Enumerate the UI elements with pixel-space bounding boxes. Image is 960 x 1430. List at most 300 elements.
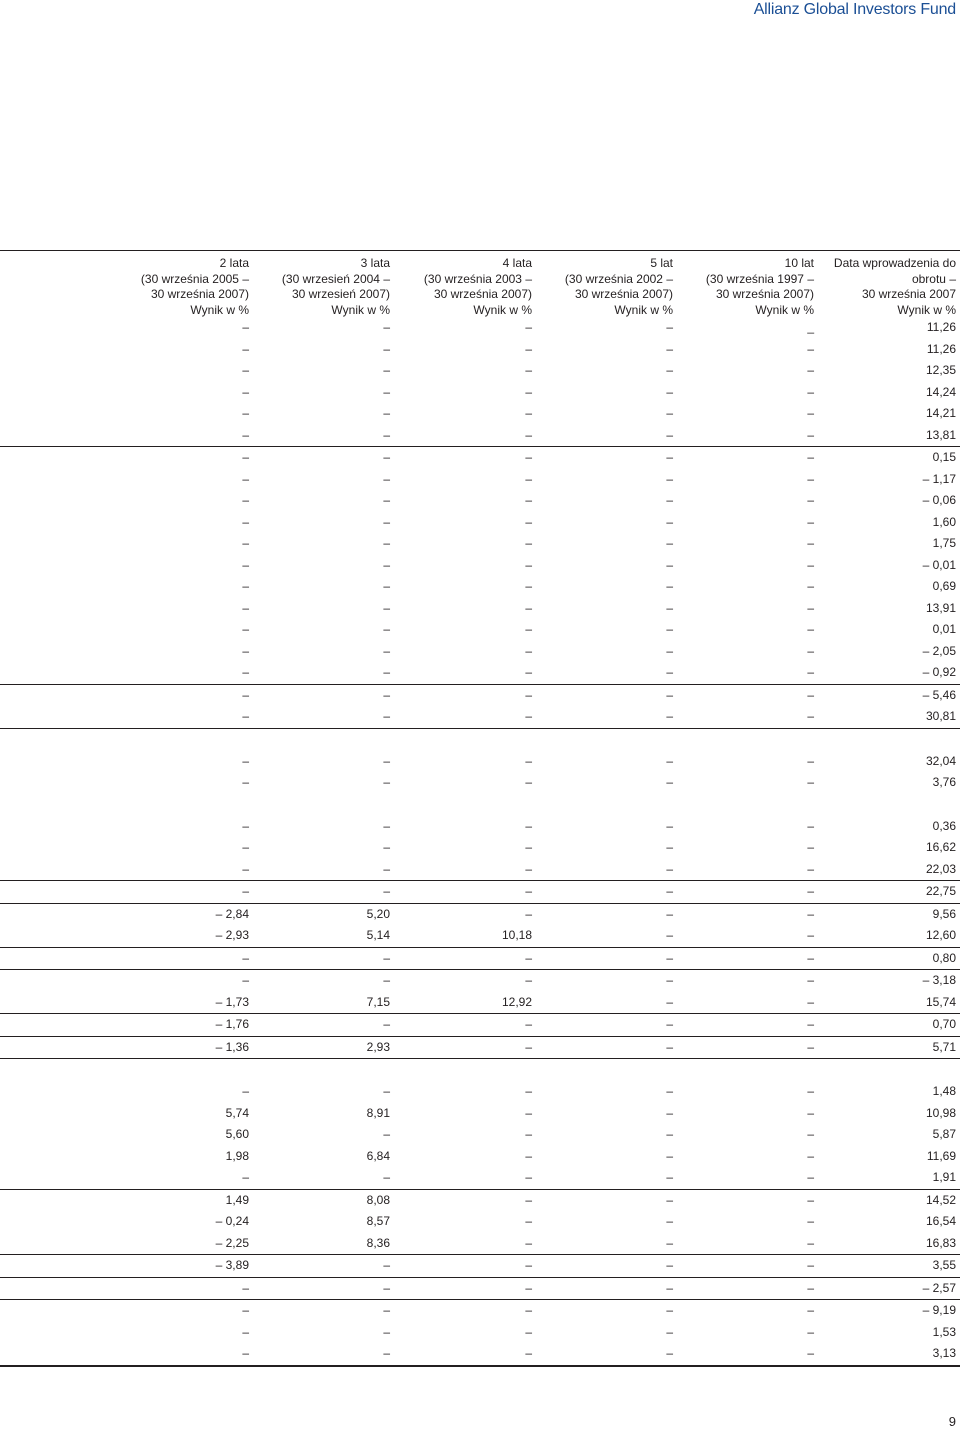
- table-cell: –: [807, 471, 814, 486]
- table-cell: –: [807, 341, 814, 356]
- table-cell: –: [383, 861, 390, 876]
- table-cell: 0,15: [932, 450, 956, 464]
- table-spacer-row: [0, 729, 960, 751]
- table-cell: 3,13: [932, 1346, 956, 1360]
- table-cell: –: [666, 1148, 673, 1163]
- table-row: [0, 1037, 960, 1060]
- table-cell: 5,60: [225, 1127, 249, 1141]
- table-row: [0, 685, 960, 707]
- table-cell: –: [666, 1017, 673, 1031]
- table-cell: –: [242, 1324, 249, 1339]
- table-cell: –: [807, 1148, 814, 1163]
- table-header: [0, 251, 960, 317]
- table-cell: –: [807, 1127, 814, 1141]
- table-cell: –: [242, 665, 249, 679]
- table-row: [0, 1190, 960, 1212]
- header-4-years: 4 lata (30 września 2003 – 30 września 2007) Wynik w %: [423, 256, 532, 318]
- table-cell: –: [807, 1303, 814, 1317]
- table-cell: – 5,46: [922, 687, 956, 702]
- table-cell: 1,91: [932, 1170, 956, 1184]
- table-cell: –: [242, 775, 249, 789]
- table-cell: –: [666, 622, 673, 636]
- table-cell: –: [525, 1148, 532, 1163]
- table-cell: –: [807, 753, 814, 768]
- table-cell: –: [807, 427, 814, 442]
- table-cell: 8,57: [366, 1214, 390, 1228]
- table-row: [0, 490, 960, 512]
- table-cell: –: [242, 884, 249, 898]
- table-cell: –: [525, 818, 532, 833]
- table-cell: –: [242, 1084, 249, 1098]
- table-cell: –: [383, 1346, 390, 1360]
- table-cell: –: [383, 320, 390, 334]
- table-cell: –: [807, 557, 814, 572]
- table-row: [0, 706, 960, 729]
- table-cell: –: [383, 687, 390, 702]
- table-cell: –: [383, 818, 390, 833]
- table-cell: –: [666, 363, 673, 377]
- table-cell: –: [242, 363, 249, 377]
- table-cell: –: [242, 493, 249, 507]
- table-cell: –: [383, 1084, 390, 1098]
- table-cell: – 2,05: [922, 643, 956, 658]
- table-cell: –: [807, 1346, 814, 1360]
- table-cell: –: [807, 861, 814, 876]
- table-cell: –: [807, 643, 814, 658]
- table-cell: –: [807, 600, 814, 615]
- table-cell: –: [525, 557, 532, 572]
- table-cell: –: [807, 579, 814, 593]
- table-cell: –: [807, 994, 814, 1009]
- table-cell: 5,87: [932, 1127, 956, 1141]
- table-cell: 14,24: [925, 384, 956, 399]
- table-cell: –: [666, 1170, 673, 1184]
- table-cell: –: [525, 341, 532, 356]
- table-cell: –: [807, 1258, 814, 1272]
- table-cell: –: [242, 536, 249, 550]
- table-cell: 5,20: [366, 906, 390, 921]
- table-cell: –: [242, 687, 249, 702]
- table-row: [0, 469, 960, 491]
- table-cell: 0,36: [932, 818, 956, 833]
- table-cell: –: [383, 950, 390, 965]
- table-cell: –: [807, 384, 814, 399]
- table-cell: – 2,57: [922, 1280, 956, 1295]
- table-cell: –: [525, 840, 532, 854]
- table-cell: –: [666, 665, 673, 679]
- table-cell: –: [666, 884, 673, 898]
- table-cell: 12,35: [925, 363, 956, 377]
- table-cell: –: [807, 818, 814, 833]
- table-cell: 0,80: [932, 950, 956, 965]
- table-cell: 3,55: [932, 1258, 956, 1272]
- table-cell: –: [525, 536, 532, 550]
- table-row: [0, 403, 960, 425]
- table-cell: 3,76: [932, 775, 956, 789]
- table-cell: –: [666, 840, 673, 854]
- table-cell: –: [525, 384, 532, 399]
- table-cell: 11,26: [926, 341, 956, 356]
- table-cell: –: [525, 1346, 532, 1360]
- table-cell: –: [807, 950, 814, 965]
- table-row: [0, 1124, 960, 1146]
- table-cell: –: [666, 427, 673, 442]
- table-cell: –: [383, 450, 390, 464]
- table-cell: _: [807, 320, 814, 334]
- table-cell: –: [242, 1170, 249, 1184]
- table-row: [0, 772, 960, 794]
- table-cell: –: [525, 320, 532, 334]
- table-cell: –: [242, 622, 249, 636]
- table-cell: –: [666, 994, 673, 1009]
- table-cell: –: [525, 1192, 532, 1207]
- table-cell: 1,98: [225, 1148, 249, 1163]
- table-cell: –: [525, 665, 532, 679]
- table-cell: 12,92: [501, 994, 532, 1009]
- table-cell: 11,69: [926, 1148, 956, 1163]
- table-cell: –: [807, 1017, 814, 1031]
- table-row: [0, 837, 960, 859]
- table-cell: –: [666, 1324, 673, 1339]
- table-row: [0, 816, 960, 838]
- table-cell: –: [242, 406, 249, 420]
- table-cell: –: [525, 709, 532, 723]
- table-cell: –: [666, 928, 673, 942]
- table-cell: –: [666, 753, 673, 768]
- table-cell: –: [525, 406, 532, 420]
- table-cell: –: [383, 643, 390, 658]
- table-cell: 22,75: [925, 884, 956, 898]
- table-row: [0, 992, 960, 1015]
- table-cell: –: [242, 600, 249, 615]
- table-cell: –: [807, 514, 814, 529]
- table-cell: – 0,06: [922, 493, 956, 507]
- table-cell: – 1,73: [215, 994, 249, 1009]
- table-cell: 32,04: [925, 753, 956, 768]
- table-cell: –: [525, 579, 532, 593]
- table-cell: –: [383, 1017, 390, 1031]
- table-cell: –: [807, 622, 814, 636]
- table-body: [0, 317, 960, 1365]
- table-cell: –: [807, 406, 814, 420]
- table-cell: –: [525, 471, 532, 486]
- table-cell: –: [525, 514, 532, 529]
- table-row: [0, 904, 960, 926]
- table-cell: –: [807, 973, 814, 987]
- table-cell: 6,84: [366, 1148, 390, 1163]
- table-spacer-row: [0, 1059, 960, 1081]
- header-5-years: 5 lat (30 września 2002 – 30 września 2007) Wynik w %: [564, 256, 673, 318]
- table-cell: –: [666, 536, 673, 550]
- table-cell: –: [242, 818, 249, 833]
- table-cell: –: [666, 600, 673, 615]
- table-cell: –: [807, 928, 814, 942]
- table-row: [0, 1255, 960, 1278]
- table-cell: –: [666, 1214, 673, 1228]
- table-cell: –: [525, 450, 532, 464]
- table-cell: –: [807, 906, 814, 921]
- table-cell: –: [666, 514, 673, 529]
- table-cell: –: [807, 1039, 814, 1054]
- table-cell: –: [666, 341, 673, 356]
- table-cell: – 2,84: [215, 906, 249, 921]
- table-cell: 2,93: [366, 1039, 390, 1054]
- table-cell: –: [525, 1039, 532, 1054]
- table-cell: 12,60: [925, 928, 956, 942]
- table-cell: –: [666, 1235, 673, 1250]
- table-cell: 1,75: [932, 536, 956, 550]
- table-cell: – 1,36: [215, 1039, 249, 1054]
- table-row: [0, 662, 960, 685]
- table-cell: 5,71: [932, 1039, 956, 1054]
- table-row: [0, 598, 960, 620]
- table-cell: –: [383, 1127, 390, 1141]
- table-cell: 0,01: [932, 622, 956, 636]
- table-row: [0, 1167, 960, 1190]
- table-cell: –: [525, 1084, 532, 1098]
- table-cell: – 1,17: [922, 471, 956, 486]
- table-cell: 16,83: [925, 1235, 956, 1250]
- table-cell: –: [525, 363, 532, 377]
- table-cell: 13,91: [925, 600, 956, 615]
- brand-title: Allianz Global Investors Fund: [753, 1, 956, 18]
- table-cell: 10,18: [501, 928, 532, 942]
- table-cell: –: [666, 643, 673, 658]
- table-cell: –: [666, 775, 673, 789]
- table-cell: – 0,24: [215, 1214, 249, 1228]
- table-cell: –: [807, 450, 814, 464]
- table-cell: –: [666, 557, 673, 572]
- table-cell: –: [242, 471, 249, 486]
- table-cell: –: [666, 320, 673, 334]
- table-cell: –: [666, 818, 673, 833]
- table-cell: –: [383, 1170, 390, 1184]
- table-cell: –: [807, 1324, 814, 1339]
- table-cell: –: [525, 687, 532, 702]
- table-cell: –: [383, 341, 390, 356]
- table-row: [0, 925, 960, 948]
- table-cell: –: [525, 973, 532, 987]
- table-cell: – 0,92: [922, 665, 956, 679]
- table-cell: 11,26: [926, 320, 956, 334]
- table-cell: –: [666, 1192, 673, 1207]
- table-cell: – 9,19: [922, 1303, 956, 1317]
- table-cell: 1,49: [225, 1192, 249, 1207]
- table-cell: –: [383, 1280, 390, 1295]
- table-cell: 16,54: [925, 1214, 956, 1228]
- table-cell: –: [666, 1346, 673, 1360]
- table-cell: –: [525, 427, 532, 442]
- table-cell: –: [242, 1280, 249, 1295]
- table-cell: –: [807, 665, 814, 679]
- header-2-years: 2 lata (30 września 2005 – 30 września 2007) Wynik w %: [140, 256, 249, 318]
- table-cell: – 1,76: [215, 1017, 249, 1031]
- table-spacer-row: [0, 794, 960, 816]
- table-cell: –: [525, 1127, 532, 1141]
- table-cell: 5,74: [225, 1105, 249, 1120]
- table-cell: –: [807, 1235, 814, 1250]
- table-cell: –: [807, 493, 814, 507]
- table-row: [0, 641, 960, 663]
- table-cell: 8,08: [366, 1192, 390, 1207]
- table-cell: –: [525, 906, 532, 921]
- table-cell: –: [242, 427, 249, 442]
- table-cell: –: [383, 622, 390, 636]
- header-10-years: 10 lat (30 września 1997 – 30 września 2007) Wynik w %: [705, 256, 814, 318]
- table-cell: 8,91: [366, 1105, 390, 1120]
- table-row: [0, 1081, 960, 1103]
- table-row: [0, 751, 960, 773]
- table-row: [0, 948, 960, 971]
- table-cell: – 2,25: [215, 1235, 249, 1250]
- table-cell: 16,62: [925, 840, 956, 854]
- table-cell: 13,81: [925, 427, 956, 442]
- table-row: [0, 619, 960, 641]
- table-row: [0, 339, 960, 361]
- table-cell: –: [383, 665, 390, 679]
- table-cell: –: [666, 1280, 673, 1295]
- table-cell: –: [807, 687, 814, 702]
- table-cell: –: [807, 709, 814, 723]
- table-cell: – 3,18: [922, 973, 956, 987]
- table-cell: –: [666, 1127, 673, 1141]
- table-bottom-rule: [0, 1365, 960, 1367]
- header-since-launch: Data wprowadzenia do obrotu – 30 września 2007 Wynik w %: [833, 256, 956, 318]
- table-cell: –: [666, 450, 673, 464]
- table-row: [0, 533, 960, 555]
- page-number: 9: [948, 1414, 956, 1429]
- table-cell: –: [383, 753, 390, 768]
- table-cell: –: [383, 514, 390, 529]
- table-cell: 15,74: [925, 994, 956, 1009]
- table-cell: –: [666, 1105, 673, 1120]
- table-cell: –: [525, 1170, 532, 1184]
- table-cell: –: [666, 1084, 673, 1098]
- table-cell: –: [525, 493, 532, 507]
- table-cell: –: [383, 1324, 390, 1339]
- table-cell: –: [242, 557, 249, 572]
- table-cell: –: [383, 471, 390, 486]
- table-cell: –: [525, 622, 532, 636]
- table-cell: 1,60: [932, 514, 956, 529]
- table-row: [0, 1322, 960, 1344]
- table-cell: –: [807, 884, 814, 898]
- table-cell: 9,56: [932, 906, 956, 921]
- table-cell: –: [383, 1303, 390, 1317]
- table-cell: –: [807, 1170, 814, 1184]
- table-cell: –: [525, 1017, 532, 1031]
- table-cell: –: [666, 709, 673, 723]
- table-row: [0, 447, 960, 469]
- table-cell: 1,48: [932, 1084, 956, 1098]
- table-cell: –: [525, 600, 532, 615]
- table-cell: –: [525, 643, 532, 658]
- table-cell: 14,21: [925, 406, 956, 420]
- table-cell: –: [666, 687, 673, 702]
- table-cell: –: [525, 775, 532, 789]
- table-cell: –: [383, 884, 390, 898]
- table-cell: –: [242, 950, 249, 965]
- table-cell: –: [807, 536, 814, 550]
- table-cell: –: [666, 493, 673, 507]
- table-cell: –: [383, 579, 390, 593]
- table-row: [0, 317, 960, 339]
- table-cell: –: [383, 384, 390, 399]
- table-cell: –: [807, 363, 814, 377]
- table-cell: –: [666, 406, 673, 420]
- table-cell: –: [807, 840, 814, 854]
- table-cell: –: [666, 384, 673, 399]
- table-cell: –: [242, 514, 249, 529]
- table-cell: –: [383, 973, 390, 987]
- table-cell: –: [242, 861, 249, 876]
- table-row: [0, 1211, 960, 1233]
- table-cell: –: [242, 384, 249, 399]
- table-row: [0, 1278, 960, 1301]
- table-cell: –: [666, 1039, 673, 1054]
- table-cell: 5,14: [366, 928, 390, 942]
- table-cell: –: [242, 341, 249, 356]
- table-cell: –: [807, 775, 814, 789]
- table-row: [0, 859, 960, 882]
- table-row: [0, 576, 960, 598]
- table-cell: –: [383, 427, 390, 442]
- table-cell: –: [807, 1280, 814, 1295]
- table-cell: 22,03: [925, 861, 956, 876]
- table-cell: –: [525, 1303, 532, 1317]
- table-cell: 14,52: [925, 1192, 956, 1207]
- table-cell: –: [525, 884, 532, 898]
- table-cell: –: [242, 1303, 249, 1317]
- table-cell: –: [383, 406, 390, 420]
- table-row: [0, 1233, 960, 1256]
- table-cell: –: [807, 1105, 814, 1120]
- table-cell: –: [525, 1280, 532, 1295]
- table-cell: –: [666, 906, 673, 921]
- table-cell: –: [242, 643, 249, 658]
- table-row: [0, 512, 960, 534]
- table-cell: –: [383, 363, 390, 377]
- table-row: [0, 1146, 960, 1168]
- table-row: [0, 360, 960, 382]
- header-3-years: 3 lata (30 wrzesień 2004 – 30 wrzesień 2007) Wynik w %: [281, 256, 390, 318]
- table-cell: –: [383, 1258, 390, 1272]
- table-cell: –: [807, 1192, 814, 1207]
- table-cell: –: [383, 600, 390, 615]
- table-cell: –: [525, 1258, 532, 1272]
- table-cell: –: [666, 1303, 673, 1317]
- table-cell: –: [242, 320, 249, 334]
- table-row: [0, 1014, 960, 1037]
- table-row: [0, 1103, 960, 1125]
- table-cell: –: [242, 709, 249, 723]
- table-cell: –: [666, 973, 673, 987]
- table-cell: –: [242, 450, 249, 464]
- table-cell: –: [525, 861, 532, 876]
- table-row: [0, 1300, 960, 1322]
- table-cell: –: [525, 1105, 532, 1120]
- table-cell: –: [383, 493, 390, 507]
- table-cell: –: [242, 1346, 249, 1360]
- table-cell: –: [666, 1258, 673, 1272]
- table-cell: 1,53: [932, 1324, 956, 1339]
- table-cell: –: [383, 840, 390, 854]
- table-cell: 10,98: [925, 1105, 956, 1120]
- table-cell: –: [807, 1084, 814, 1098]
- table-cell: –: [525, 1235, 532, 1250]
- table-cell: –: [383, 557, 390, 572]
- table-cell: –: [383, 536, 390, 550]
